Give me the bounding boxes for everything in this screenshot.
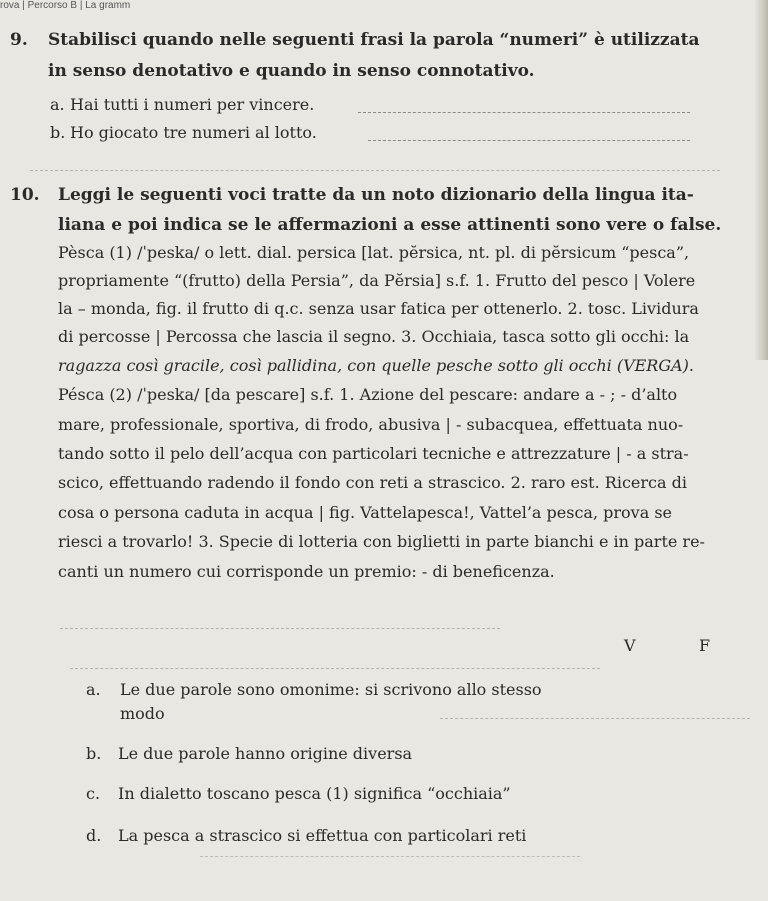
statement-d-label: d. [86, 826, 102, 845]
dict-line-12: canti un numero cui corrisponde un premio: - di beneficenza. [58, 562, 555, 581]
q10-title-line1: Leggi le seguenti voci tratte da un noto dizionario della lingua ita- [58, 185, 694, 205]
q9-title-line1: Stabilisci quando nelle seguenti frasi la parola “numeri” è utilizzata [48, 30, 700, 50]
statement-a-text-line2: modo [120, 704, 165, 723]
table-row-line-2 [440, 718, 750, 719]
statement-c-text: In dialetto toscano pesca (1) significa “occhiaia” [118, 784, 511, 803]
table-bottom-line [200, 856, 580, 857]
table-top-line [60, 628, 500, 629]
statement-a-text: Le due parole sono omonime: si scrivono allo stesso [120, 680, 542, 699]
q10-number: 10. [10, 185, 40, 205]
q9-item-b-answer-line [368, 140, 690, 141]
dict-line-8: tando sotto il pelo dell’acqua con particolari tecniche e attrezzature | - a stra- [58, 444, 689, 463]
q10-title-line2: liana e poi indica se le affermazioni a esse attinenti sono vere o false. [58, 215, 722, 235]
page-edge-shadow [754, 0, 768, 360]
column-header-false: F [699, 636, 711, 655]
q9-item-b-text: Ho giocato tre numeri al lotto. [70, 123, 317, 142]
statement-a-label: a. [86, 680, 101, 699]
statement-d-text: La pesca a strascico si effettua con particolari reti [118, 826, 527, 845]
table-row-line-1 [70, 668, 600, 669]
dict-line-10: cosa o persona caduta in acqua | fig. Vattelapesca!, Vattel’a pesca, prova se [58, 503, 672, 522]
q9-item-a-answer-line [358, 112, 690, 113]
dict-line-3: la – monda, fig. il frutto di q.c. senza usar fatica per ottenerlo. 2. tosc. Lividura [58, 299, 699, 318]
dict-line-5: ragazza così gracile, così pallidina, con quelle pesche sotto gli occhi (VERGA). [58, 356, 695, 375]
dict-line-11: riesci a trovarlo! 3. Specie di lotteria con biglietti in parte bianchi e in parte re- [58, 532, 705, 551]
column-header-true: V [624, 636, 636, 655]
dict-line-6: Pésca (2) /ˈpeska/ [da pescare] s.f. 1. Azione del pescare: andare a - ; - d’alto [58, 385, 678, 404]
dict-line-4: di percosse | Percossa che lascia il segno. 3. Occhiaia, tasca sotto gli occhi: la [58, 327, 690, 346]
running-header: rova | Percorso B | La gramm [0, 0, 131, 11]
statement-b-label: b. [86, 744, 102, 763]
q9-item-a-label: a. [50, 95, 65, 114]
statement-b-text: Le due parole hanno origine diversa [118, 744, 413, 763]
dict-line-7: mare, professionale, sportiva, di frodo, abusiva | - subacquea, effettuata nuo- [58, 415, 684, 434]
dict-line-1: Pèsca (1) /ˈpeska/ o lett. dial. persica [lat. pĕrsica, nt. pl. di pĕrsicum “pesca”, [58, 243, 690, 262]
q9-item-b-label: b. [50, 123, 66, 142]
statement-c-label: c. [86, 784, 101, 803]
q9-number: 9. [10, 30, 28, 50]
q9-item-a-text: Hai tutti i numeri per vincere. [70, 95, 315, 114]
section-divider [30, 170, 720, 171]
dict-line-9: scico, effettuando radendo il fondo con reti a strascico. 2. raro est. Ricerca di [58, 473, 687, 492]
q9-title-line2: in senso denotativo e quando in senso connotativo. [48, 61, 535, 81]
dict-line-2: propriamente “(frutto) della Persia”, da Pĕrsia] s.f. 1. Frutto del pesco | Volere [58, 271, 696, 290]
